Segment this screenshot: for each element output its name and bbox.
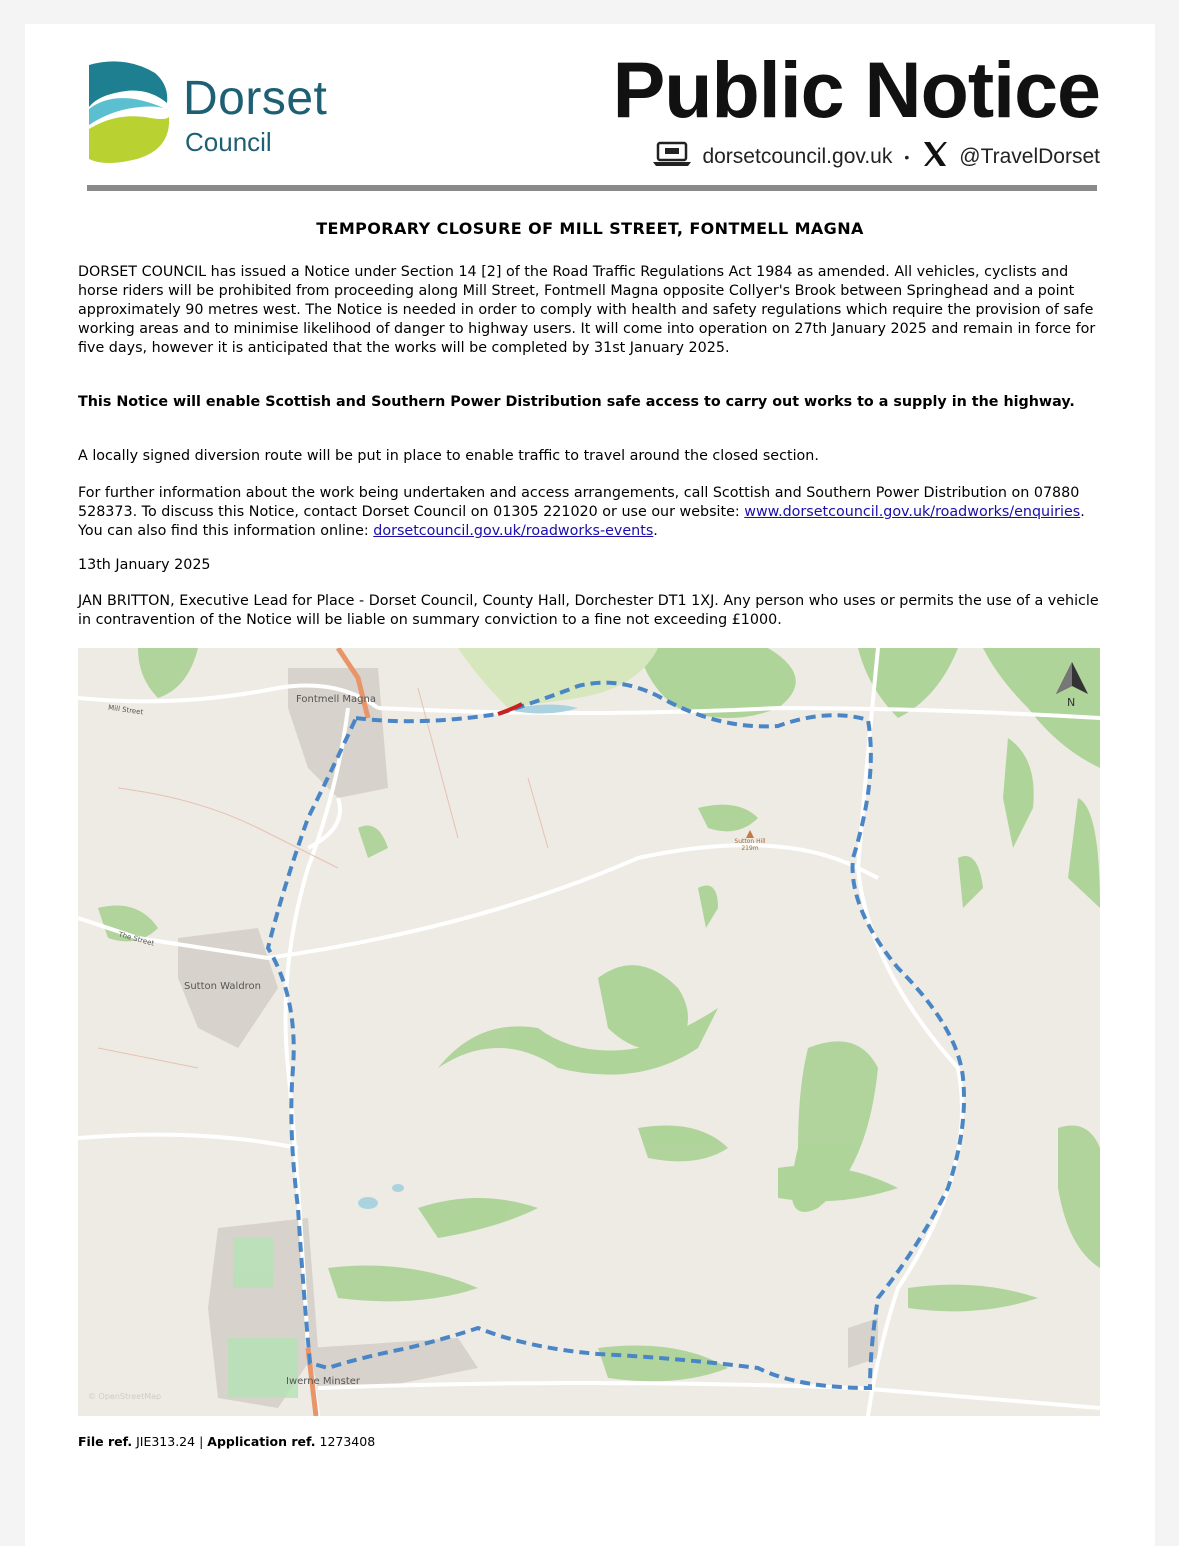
logo-name-line1: Dorset	[183, 72, 328, 125]
ref-separator: |	[199, 1434, 204, 1449]
notice-paragraph-1: DORSET COUNCIL has issued a Notice under Section 14 [2] of the Road Traffic Regulations Act 1984 as amended. All vehicles, cyclists and horse riders will be prohibited from proceeding along Mill Street, Fontmell Magna opposite Collyer's Brook between Springhead and a point approximately 90 metres west. The Notice is needed in order to comply with health and safety regulations which require the provision of safe working areas and to minimise likelihood of danger to highway users. It will come into operation on 27th January 2025 and remain in force for five days, however it is anticipated that the works will be completed by 31st January 2025.	[78, 264, 1096, 356]
diversion-map	[78, 648, 1100, 1416]
application-ref-label: Application ref.	[207, 1434, 316, 1449]
map-svg	[78, 648, 1100, 1416]
map-label-iwerne-minster: Iwerne Minster	[286, 1376, 361, 1387]
map-label-sutton-waldron: Sutton Waldron	[184, 981, 262, 992]
enquiries-link[interactable]: www.dorsetcouncil.gov.uk/roadworks/enquiries	[744, 504, 1081, 520]
notice-heading: TEMPORARY CLOSURE OF MILL STREET, FONTMELL MAGNA	[316, 219, 864, 238]
north-label: N	[1067, 696, 1076, 709]
notice-page	[25, 24, 1155, 1546]
twitter-handle[interactable]: @TravelDorset	[959, 145, 1100, 168]
notice-paragraph-bold: This Notice will enable Scottish and Southern Power Distribution safe access to carry out works to a supply in the highway.	[78, 394, 1075, 410]
x-twitter-icon	[921, 140, 949, 174]
contact-bar	[640, 140, 1100, 174]
website-text[interactable]: dorsetcouncil.gov.uk	[702, 145, 893, 168]
logo-name-line2: Council	[185, 127, 272, 157]
application-ref-value: 1273408	[319, 1434, 376, 1449]
notice-paragraph-contact	[78, 484, 1108, 541]
notice-paragraph-diversion: A locally signed diversion route will be put in place to enable traffic to travel around the closed section.	[78, 448, 819, 464]
notice-date: 13th January 2025	[78, 557, 211, 573]
public-notice-title: Public Notice	[612, 45, 1100, 134]
roadworks-events-link[interactable]: dorsetcouncil.gov.uk/roadworks-events	[373, 523, 654, 539]
contact-text-2: . You can also find this information online:	[78, 504, 1085, 539]
reference-line	[78, 1434, 375, 1449]
contact-separator: •	[904, 149, 910, 165]
header-divider	[87, 185, 1097, 191]
contact-text-3: .	[653, 523, 658, 539]
dorset-council-logo	[85, 59, 345, 169]
file-ref-label: File ref.	[78, 1434, 133, 1449]
map-label-mill-street: Mill Street	[107, 703, 144, 717]
laptop-icon	[652, 140, 692, 174]
map-label-the-street: The Street	[117, 930, 155, 948]
file-ref-value: JIE313.24	[136, 1434, 196, 1449]
map-attribution: © OpenStreetMap	[88, 1392, 162, 1401]
notice-signature: JAN BRITTON, Executive Lead for Place - Dorset Council, County Hall, Dorchester DT1 1XJ. Any person who uses or permits the use of a vehicle in contravention of the Notice will be liable on summary conviction to a fine not exceeding £1000.	[78, 593, 1099, 628]
logo-emblem-icon	[85, 59, 175, 164]
map-label-sutton-hill: Sutton Hill 219m	[734, 838, 766, 852]
map-label-fontmell: Fontmell Magna	[296, 694, 376, 705]
contact-text-1: For further information about the work being undertaken and access arrangements, call Scottish and Southern Power Distribution on 07880 528373. To discuss this Notice, contact Dorset Council on 01305 221020 or use our website:	[78, 485, 1080, 520]
